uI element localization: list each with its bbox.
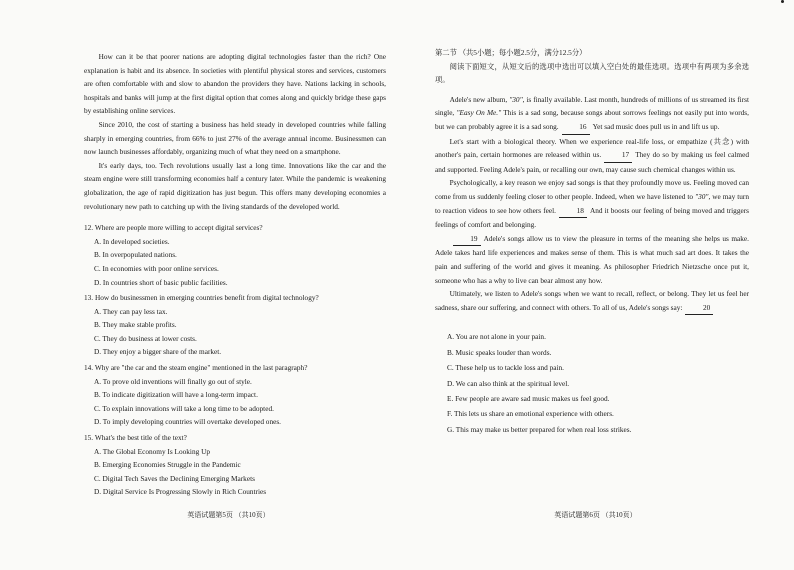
cloze-paragraph-3: Psychologically, a key reason we enjoy sad songs is that they profoundly move us. Feeling moved can come from us suddenly feeling closer to other people. Indeed, when we have listened to "30", we may turn to reaction videos to see how others feel. 18 And it boosts our feeling of being moved and triggers feelings of comfort and belonging. xyxy=(435,178,750,230)
answer-option: A. They can pay less tax. xyxy=(94,306,168,316)
answer-option: B. They make stable profits. xyxy=(94,320,177,330)
cloze-paragraph-5: Ultimately, we listen to Adele's songs when we want to recall, reflect, or belong. They let us feel her sadness, share our suffering, and connect with others. To all of us, Adele's songs say: 20 xyxy=(435,287,749,315)
answer-option: D. They enjoy a bigger share of the market. xyxy=(94,347,222,357)
answer-option: C. Digital Tech Saves the Declining Emerging Markets xyxy=(94,473,255,483)
cloze-options-list xyxy=(435,329,749,437)
answer-option: C. To explain innovations will take a long time to be adopted. xyxy=(94,403,274,413)
question-12 xyxy=(84,221,386,289)
question-stem: 13. How do businessmen in emerging countries benefit from digital technology? xyxy=(84,293,319,303)
question-stem: 12. Where are people more willing to accept digital services? xyxy=(84,223,263,233)
cloze-paragraph-4: 19 Adele's songs allow us to view the pleasure in terms of the meaning she helps us make. Adele takes hard life experiences and makes sense of them. This is what much sad art does. It takes the pain and suffering of the world and gives it meaning. As philosopher Friedrich Nietzsche once put it, someone who has a why to live can bear almost any how. xyxy=(435,233,749,285)
answer-option: D. Digital Service Is Progressing Slowly in Rich Countries xyxy=(94,487,267,497)
page-footer: 英语试题第6页 （共10页） xyxy=(554,511,637,519)
cloze-paragraph-2: Let's start with a biological theory. When we experience real-life loss, or empathize (共念) with another's pain, certain hormones are released within us. 17 They do so by making us feel calmed and supported. Feeling Adele's pain, or recalling our own, may cause such chemical changes within us. xyxy=(435,136,749,174)
question-stem: 14. Why are "the car and the steam engine" mentioned in the last paragraph? xyxy=(84,363,308,373)
page-footer: 英语试题第5页 （共10页） xyxy=(187,511,270,519)
blank-19: 19 xyxy=(453,232,481,247)
answer-option: B. In overpopulated nations. xyxy=(94,250,177,260)
blank-20: 20 xyxy=(685,301,713,316)
blank-17: 17 xyxy=(604,148,632,163)
answer-option: D. To imply developing countries will overtake developed ones. xyxy=(94,417,282,427)
answer-option: A. The Global Economy Is Looking Up xyxy=(94,446,210,456)
answer-option: A. To prove old inventions will finally go out of style. xyxy=(94,376,252,386)
cloze-option: E. Few people are aware sad music makes us feel good. xyxy=(447,393,610,403)
scan-mark xyxy=(781,0,784,3)
answer-option: B. To indicate digitization will have a long-term impact. xyxy=(94,390,258,400)
passage-paragraph-3: It's early days, too. Tech revolutions usually last a long time. Innovations like the car and the steam engine were still transforming economies half a century later. While the pandemic is weakening globalization, the age of rapid digitization has just begun. This offers many developing economies a revolutionary new path to catching up with the living standards of the developed world. xyxy=(84,160,386,211)
passage-paragraph-2: Since 2010, the cost of starting a business has held steady in developed countries while falling sharply in emerging countries, from 66% to just 27% of the average annual income. Businessmen can now launch businesses affordably, organizing much of what they need on a smartphone. xyxy=(84,119,386,157)
cloze-option: G. This may make us better prepared for when real loss strikes. xyxy=(447,424,632,434)
right-exam-page xyxy=(397,0,794,570)
question-13 xyxy=(84,291,386,359)
cloze-option: C. These help us to tackle loss and pain. xyxy=(447,363,564,373)
question-14 xyxy=(84,361,386,429)
answer-option: B. Emerging Economies Struggle in the Pandemic xyxy=(94,460,241,470)
blank-16: 16 xyxy=(562,120,590,135)
answer-option: A. In developed societies. xyxy=(94,236,170,246)
cloze-passage-column xyxy=(435,46,749,437)
blank-18: 18 xyxy=(559,204,587,219)
cloze-paragraph-1: Adele's new album, "30", is finally available. Last month, hundreds of millions of us streamed its first single, "Easy On Me." This is a sad song, because songs about sorrows feelings not easily put into words, but we can probably agree it is a sad song. 16 Yet sad music does pull us in and lift us up. xyxy=(435,93,749,135)
answer-option: C. They do business at lower costs. xyxy=(94,333,197,343)
section-instructions: 阅读下面短文，从短文后的选项中选出可以填入空白处的最佳选项。选项中有两项为多余选项。 xyxy=(435,61,749,85)
cloze-option: B. Music speaks louder than words. xyxy=(447,347,552,357)
answer-option: D. In countries short of basic public facilities. xyxy=(94,277,228,287)
passage-paragraph-1: How can it be that poorer nations are adopting digital technologies faster than the rich? One explanation is habit and its absence. In societies with plentiful physical stores and services, customers are often comfortable with and slow to abandon the providers they have. Nations lacking in schools, hospitals and banks will jump at the first digital option that comes along and quickly bridge these gaps by establishing online services. xyxy=(84,52,386,116)
cloze-option: D. We can also think at the spiritual level. xyxy=(447,378,570,388)
answer-option: C. In economies with poor online services. xyxy=(94,263,219,273)
question-15 xyxy=(84,431,386,499)
section-title: 第二节 （共5小题；每小题2.5分，满分12.5分） xyxy=(435,48,587,57)
cloze-option: A. You are not alone in your pain. xyxy=(447,332,546,342)
reading-passage-column xyxy=(84,50,386,499)
question-stem: 15. What's the best title of the text? xyxy=(84,433,187,443)
cloze-option: F. This lets us share an emotional experience with others. xyxy=(447,409,614,419)
